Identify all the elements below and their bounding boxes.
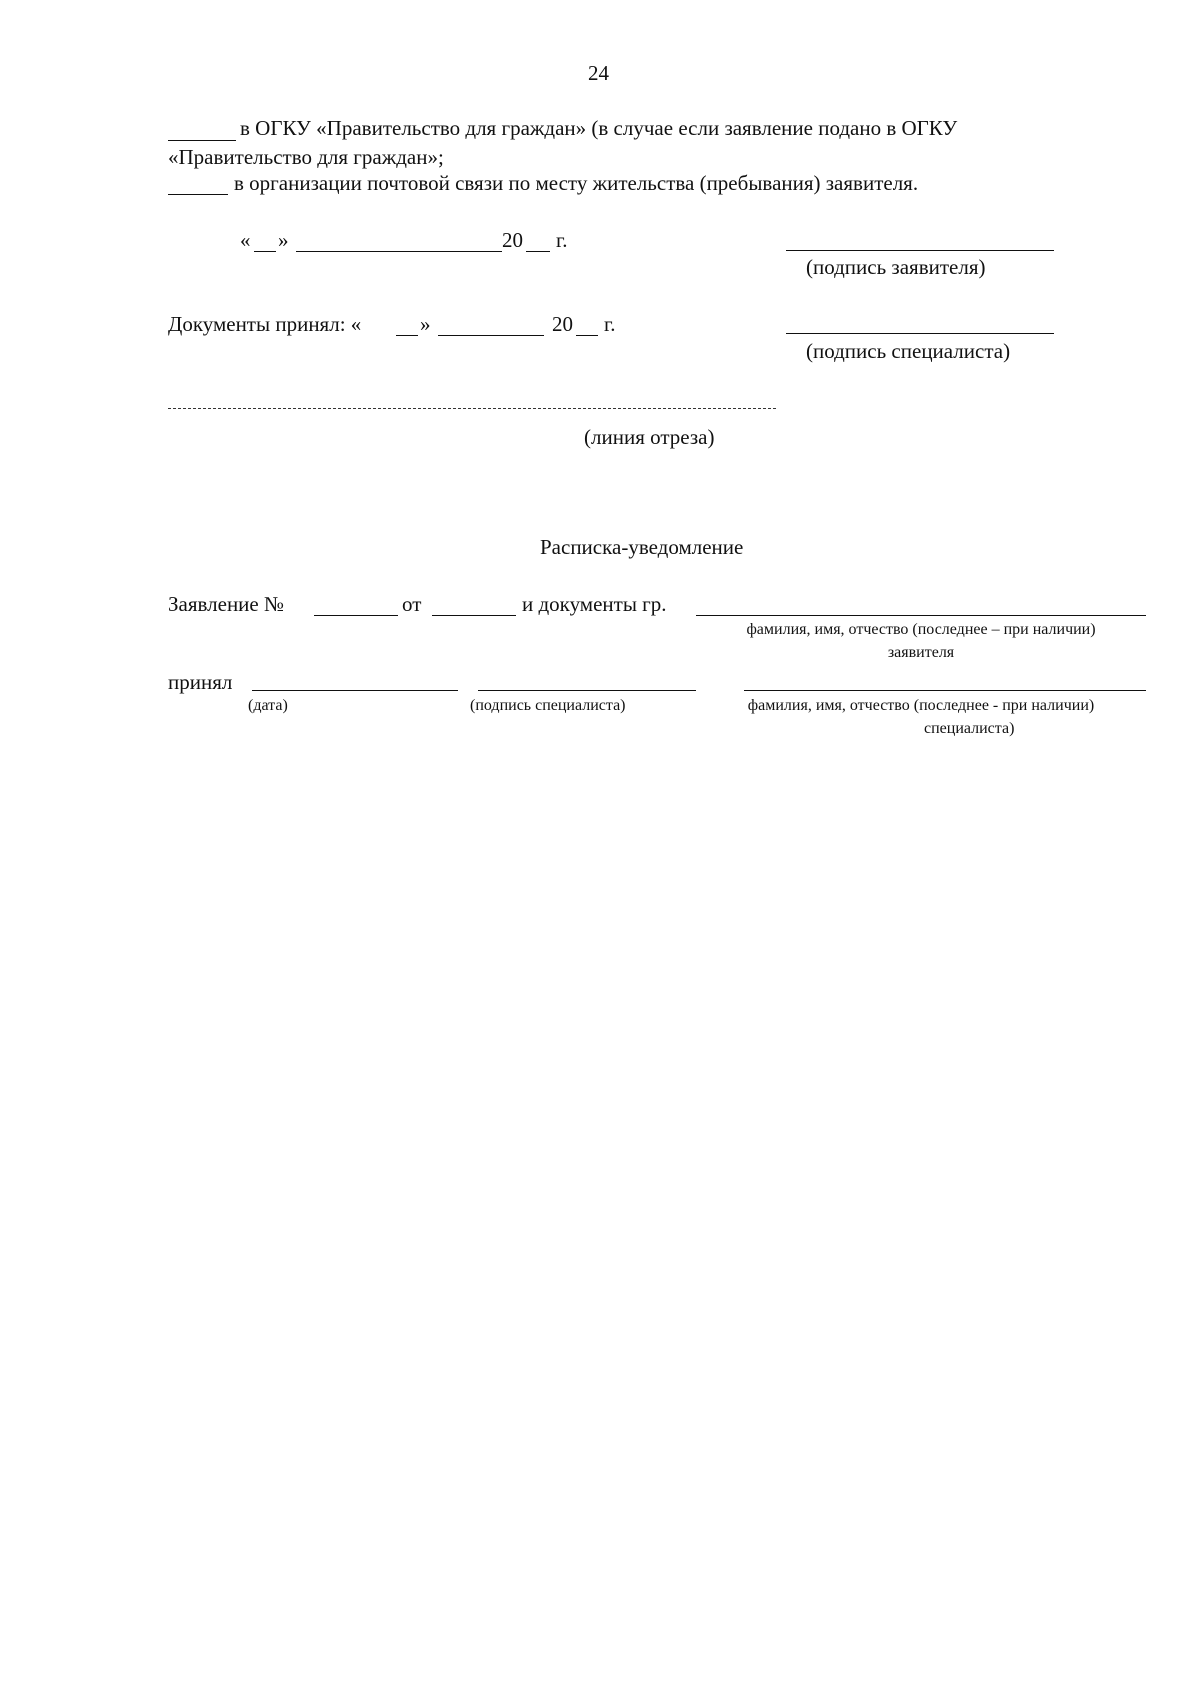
applicant-signature-field[interactable] — [786, 250, 1054, 251]
applicant-year-prefix: 20 — [502, 228, 523, 252]
receipt-title: Расписка-уведомление — [540, 535, 744, 559]
option-ogku-blank[interactable] — [168, 140, 236, 141]
applicant-date-open-quote: « — [240, 228, 251, 252]
accepted-year-prefix: 20 — [552, 312, 573, 336]
option-ogku-text: в ОГКУ «Правительство для граждан» (в случае если заявление подано в ОГКУ — [240, 116, 958, 140]
documents-label: и документы гр. — [522, 592, 667, 616]
accepted-year-suffix: г. — [604, 312, 616, 336]
accepted-close-quote: » — [420, 312, 431, 336]
applicant-name-caption-cont: заявителя — [887, 644, 955, 661]
accepted-day-field[interactable] — [396, 335, 418, 336]
statement-label: Заявление № — [168, 592, 285, 616]
specialist-signature-caption-2: (подпись специалиста) — [470, 697, 626, 714]
applicant-year-field[interactable] — [526, 251, 550, 252]
cut-line — [168, 408, 776, 409]
statement-from-label: от — [402, 592, 422, 616]
date-caption: (дата) — [248, 697, 288, 714]
applicant-date-close-quote: » — [278, 228, 289, 252]
accepted-label: Документы принял: « — [168, 312, 362, 336]
specialist-signature-caption: (подпись специалиста) — [806, 339, 1011, 363]
applicant-name-field[interactable] — [696, 615, 1146, 616]
accepted-date-field[interactable] — [252, 690, 458, 691]
applicant-year-suffix: г. — [556, 228, 568, 252]
applicant-name-caption: фамилия, имя, отчество (последнее – при наличии) — [746, 621, 1096, 638]
option-ogku-text-cont: «Правительство для граждан»; — [168, 145, 444, 169]
applicant-signature-caption: (подпись заявителя) — [806, 255, 986, 279]
accepted-year-field[interactable] — [576, 335, 598, 336]
specialist-name-caption-cont: специалиста) — [924, 720, 1015, 737]
option-post-text: в организации почтовой связи по месту жительства (пребывания) заявителя. — [234, 171, 919, 195]
accepted-signature-field[interactable] — [478, 690, 696, 691]
accepted-specialist-name-field[interactable] — [744, 690, 1146, 691]
applicant-month-field[interactable] — [296, 251, 502, 252]
statement-number-field[interactable] — [314, 615, 398, 616]
specialist-signature-field[interactable] — [786, 333, 1054, 334]
applicant-day-field[interactable] — [254, 251, 276, 252]
accepted-by-label: принял — [168, 670, 233, 694]
accepted-month-field[interactable] — [438, 335, 544, 336]
specialist-name-caption: фамилия, имя, отчество (последнее - при наличии) — [747, 697, 1095, 714]
page-number: 24 — [588, 61, 609, 85]
cut-line-caption: (линия отреза) — [584, 425, 715, 449]
option-post-blank[interactable] — [168, 194, 228, 195]
statement-date-field[interactable] — [432, 615, 516, 616]
